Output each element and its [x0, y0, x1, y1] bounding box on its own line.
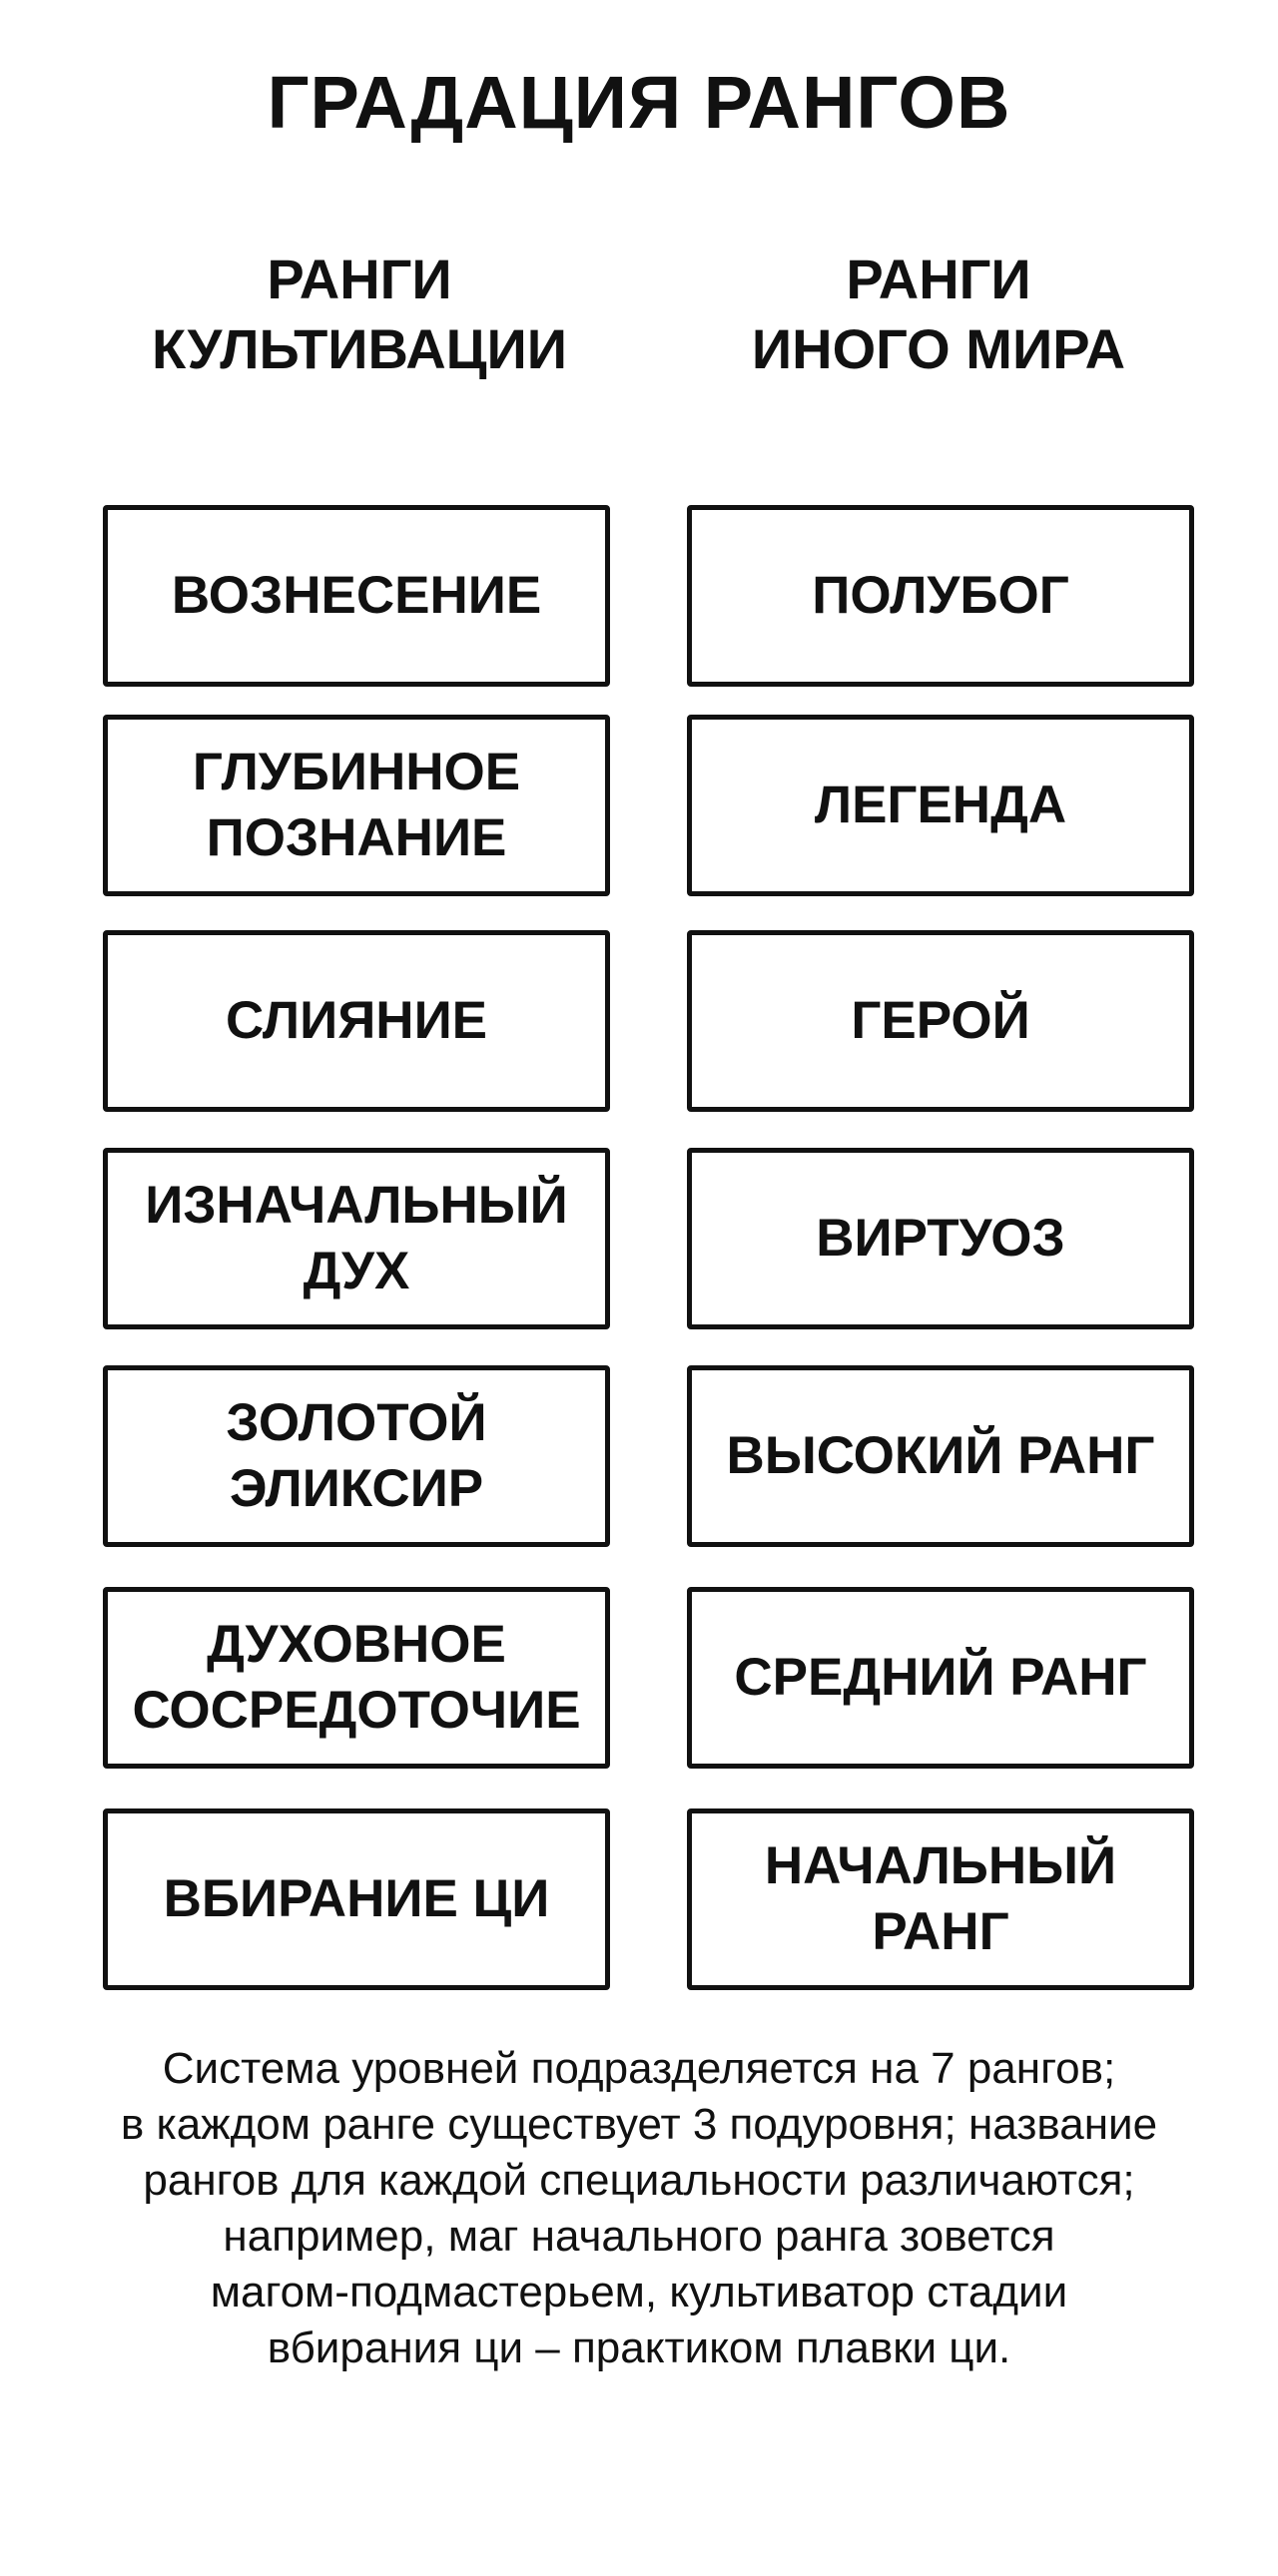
- footnote-line: вбирания ци – практиком плавки ци.: [267, 2323, 1011, 2372]
- rank-box-cultivation: ГЛУБИННОЕ ПОЗНАНИЕ: [103, 715, 610, 896]
- footnote-line: магом-подмастерьем, культиватор стадии: [210, 2268, 1068, 2317]
- rank-box-cultivation: ДУХОВНОЕ СОСРЕДОТОЧИЕ: [103, 1587, 610, 1769]
- column-header-cultivation: РАНГИ КУЛЬТИВАЦИИ: [151, 248, 568, 380]
- rank-box-otherworld: ВЫСОКИЙ РАНГ: [687, 1365, 1194, 1547]
- rank-box-cultivation: ИЗНАЧАЛЬНЫЙ ДУХ: [103, 1148, 610, 1329]
- footnote-line: рангов для каждой специальности различаются;: [143, 2156, 1135, 2205]
- footnote-line: в каждом ранге существует 3 подуровня; название: [120, 2100, 1158, 2149]
- rank-box-otherworld: НАЧАЛЬНЫЙ РАНГ: [687, 1808, 1194, 1990]
- footnote-line: например, маг начального ранга зовется: [223, 2212, 1055, 2261]
- rank-box-otherworld: СРЕДНИЙ РАНГ: [687, 1587, 1194, 1769]
- rank-box-cultivation: СЛИЯНИЕ: [103, 930, 610, 1112]
- footnote-line: Система уровней подразделяется на 7 рангов;: [162, 2044, 1116, 2093]
- rank-box-cultivation: ЗОЛОТОЙ ЭЛИКСИР: [103, 1365, 610, 1547]
- column-header-otherworld: РАНГИ ИНОГО МИРА: [751, 248, 1126, 380]
- page-title: ГРАДАЦИЯ РАНГОВ: [267, 61, 1011, 144]
- rank-box-otherworld: ЛЕГЕНДА: [687, 715, 1194, 896]
- rank-box-otherworld: ПОЛУБОГ: [687, 505, 1194, 687]
- rank-box-otherworld: ГЕРОЙ: [687, 930, 1194, 1112]
- rank-box-otherworld: ВИРТУОЗ: [687, 1148, 1194, 1329]
- rank-box-cultivation: ВБИРАНИЕ ЦИ: [103, 1808, 610, 1990]
- rank-box-cultivation: ВОЗНЕСЕНИЕ: [103, 505, 610, 687]
- footnote: [40, 2041, 1238, 2376]
